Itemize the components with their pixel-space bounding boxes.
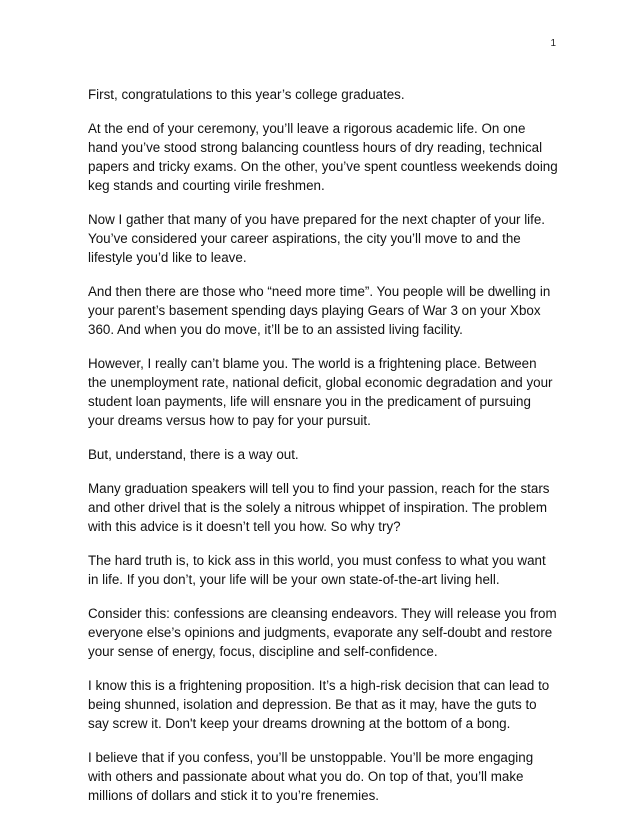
paragraph: I know this is a frightening proposition. It’s a high-risk decision that can lead to being shunned, isolation and depression. Be that as it may, have the guts to say screw it. Don't keep your dreams drowning at the bottom of a bong. — [88, 678, 550, 731]
paragraph: However, I really can’t blame you. The world is a frightening place. Between the unemployment rate, national deficit, global economic degradation and your student loan payments, life will ensnare you in the predicament of pursuing your dreams versus how to pay for your pursuit. — [88, 356, 553, 428]
paragraph: The hard truth is, to kick ass in this world, you must confess to what you want in life. If you don’t, your life will be your own state-of-the-art living hell. — [88, 553, 546, 587]
paragraph: Now I gather that many of you have prepared for the next chapter of your life. You’ve considered your career aspirations, the city you’ll move to and the lifestyle you’d like to leave. — [88, 212, 546, 265]
paragraph: First, congratulations to this year’s college graduates. — [88, 87, 405, 102]
document-body — [88, 85, 558, 820]
page-number: 1 — [550, 38, 556, 49]
paragraph: At the end of your ceremony, you’ll leave a rigorous academic life. On one hand you’ve stood strong balancing countless hours of dry reading, technical papers and tricky exams. On the other, you’ve spent countless weekends doing keg stands and courting virile freshmen. — [88, 121, 558, 193]
paragraph: Consider this: confessions are cleansing endeavors. They will release you from everyone else’s opinions and judgments, evaporate any self-doubt and restore your sense of energy, focus, discipline and self-confidence. — [88, 606, 557, 659]
paragraph: But, understand, there is a way out. — [88, 447, 299, 462]
paragraph: Many graduation speakers will tell you to find your passion, reach for the stars and other drivel that is the solely a nitrous whippet of inspiration. The problem with this advice is it doesn’t tell you how. So why try? — [88, 481, 550, 534]
paragraph: I believe that if you confess, you’ll be unstoppable. You’ll be more engaging with others and passionate about what you do. On top of that, you’ll make millions of dollars and stick it to you’re frenemies. — [88, 750, 534, 803]
paragraph: And then there are those who “need more time”. You people will be dwelling in your parent’s basement spending days playing Gears of War 3 on your Xbox 360. And when you do move, it’ll be to an assisted living facility. — [88, 284, 551, 337]
